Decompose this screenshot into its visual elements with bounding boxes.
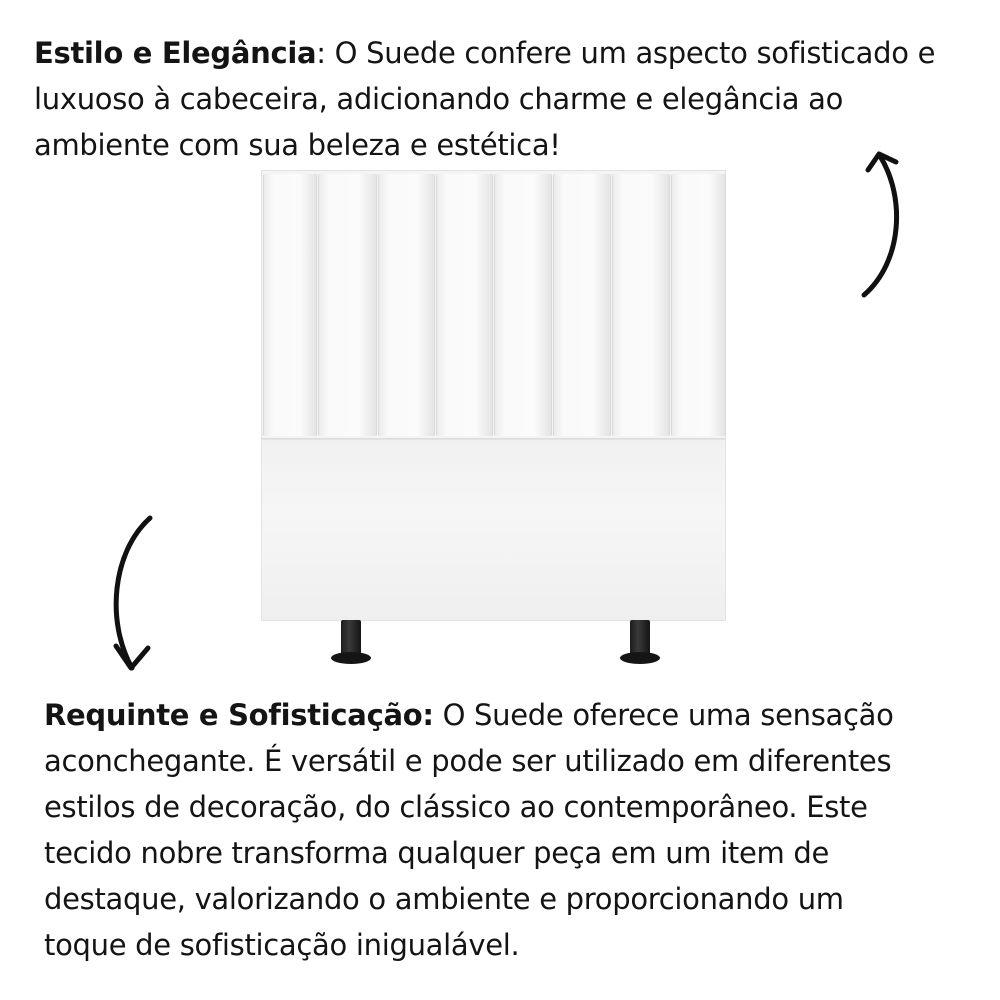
bottom-line-4: tecido nobre transforma qualquer peça em um item de	[44, 836, 830, 870]
headboard-upper-panel	[261, 170, 726, 440]
headboard-slat	[318, 174, 377, 436]
bottom-line-1-text: O Suede oferece uma sensação	[433, 698, 894, 732]
top-description	[34, 30, 974, 168]
bottom-line-3: estilos de decoração, do clássico ao contemporâneo. Este	[44, 790, 868, 824]
bottom-description	[44, 692, 974, 968]
headboard-foot-right	[620, 652, 660, 664]
top-line-1-text: : O Suede confere um aspecto sofisticado e	[316, 36, 936, 70]
bottom-heading: Requinte e Sofisticação:	[44, 698, 434, 732]
top-line-3: ambiente com sua beleza e estética!	[34, 128, 561, 162]
headboard-lower-panel	[261, 438, 726, 621]
headboard-slat	[436, 174, 493, 436]
bottom-line-2: aconchegante. É versátil e pode ser utilizado em diferentes	[44, 744, 892, 778]
headboard-slat	[612, 174, 670, 436]
bottom-line-6: toque de sofisticação inigualável.	[44, 928, 520, 962]
headboard-foot-left	[331, 652, 371, 664]
top-line-1	[34, 30, 974, 76]
top-line-2: luxuoso à cabeceira, adicionando charme e elegância ao	[34, 82, 844, 116]
bottom-line-5: destaque, valorizando o ambiente e proporcionando um	[44, 882, 844, 916]
curved-arrow-up-icon	[840, 140, 920, 310]
headboard-slat	[494, 174, 552, 436]
headboard-slat	[263, 174, 317, 436]
headboard-slat	[671, 174, 726, 436]
bottom-line-1	[44, 692, 974, 738]
headboard-slat	[378, 174, 435, 436]
headboard-image	[261, 170, 726, 675]
headboard-slat	[553, 174, 611, 436]
top-heading: Estilo e Elegância	[34, 36, 317, 70]
curved-arrow-down-icon	[100, 510, 180, 680]
